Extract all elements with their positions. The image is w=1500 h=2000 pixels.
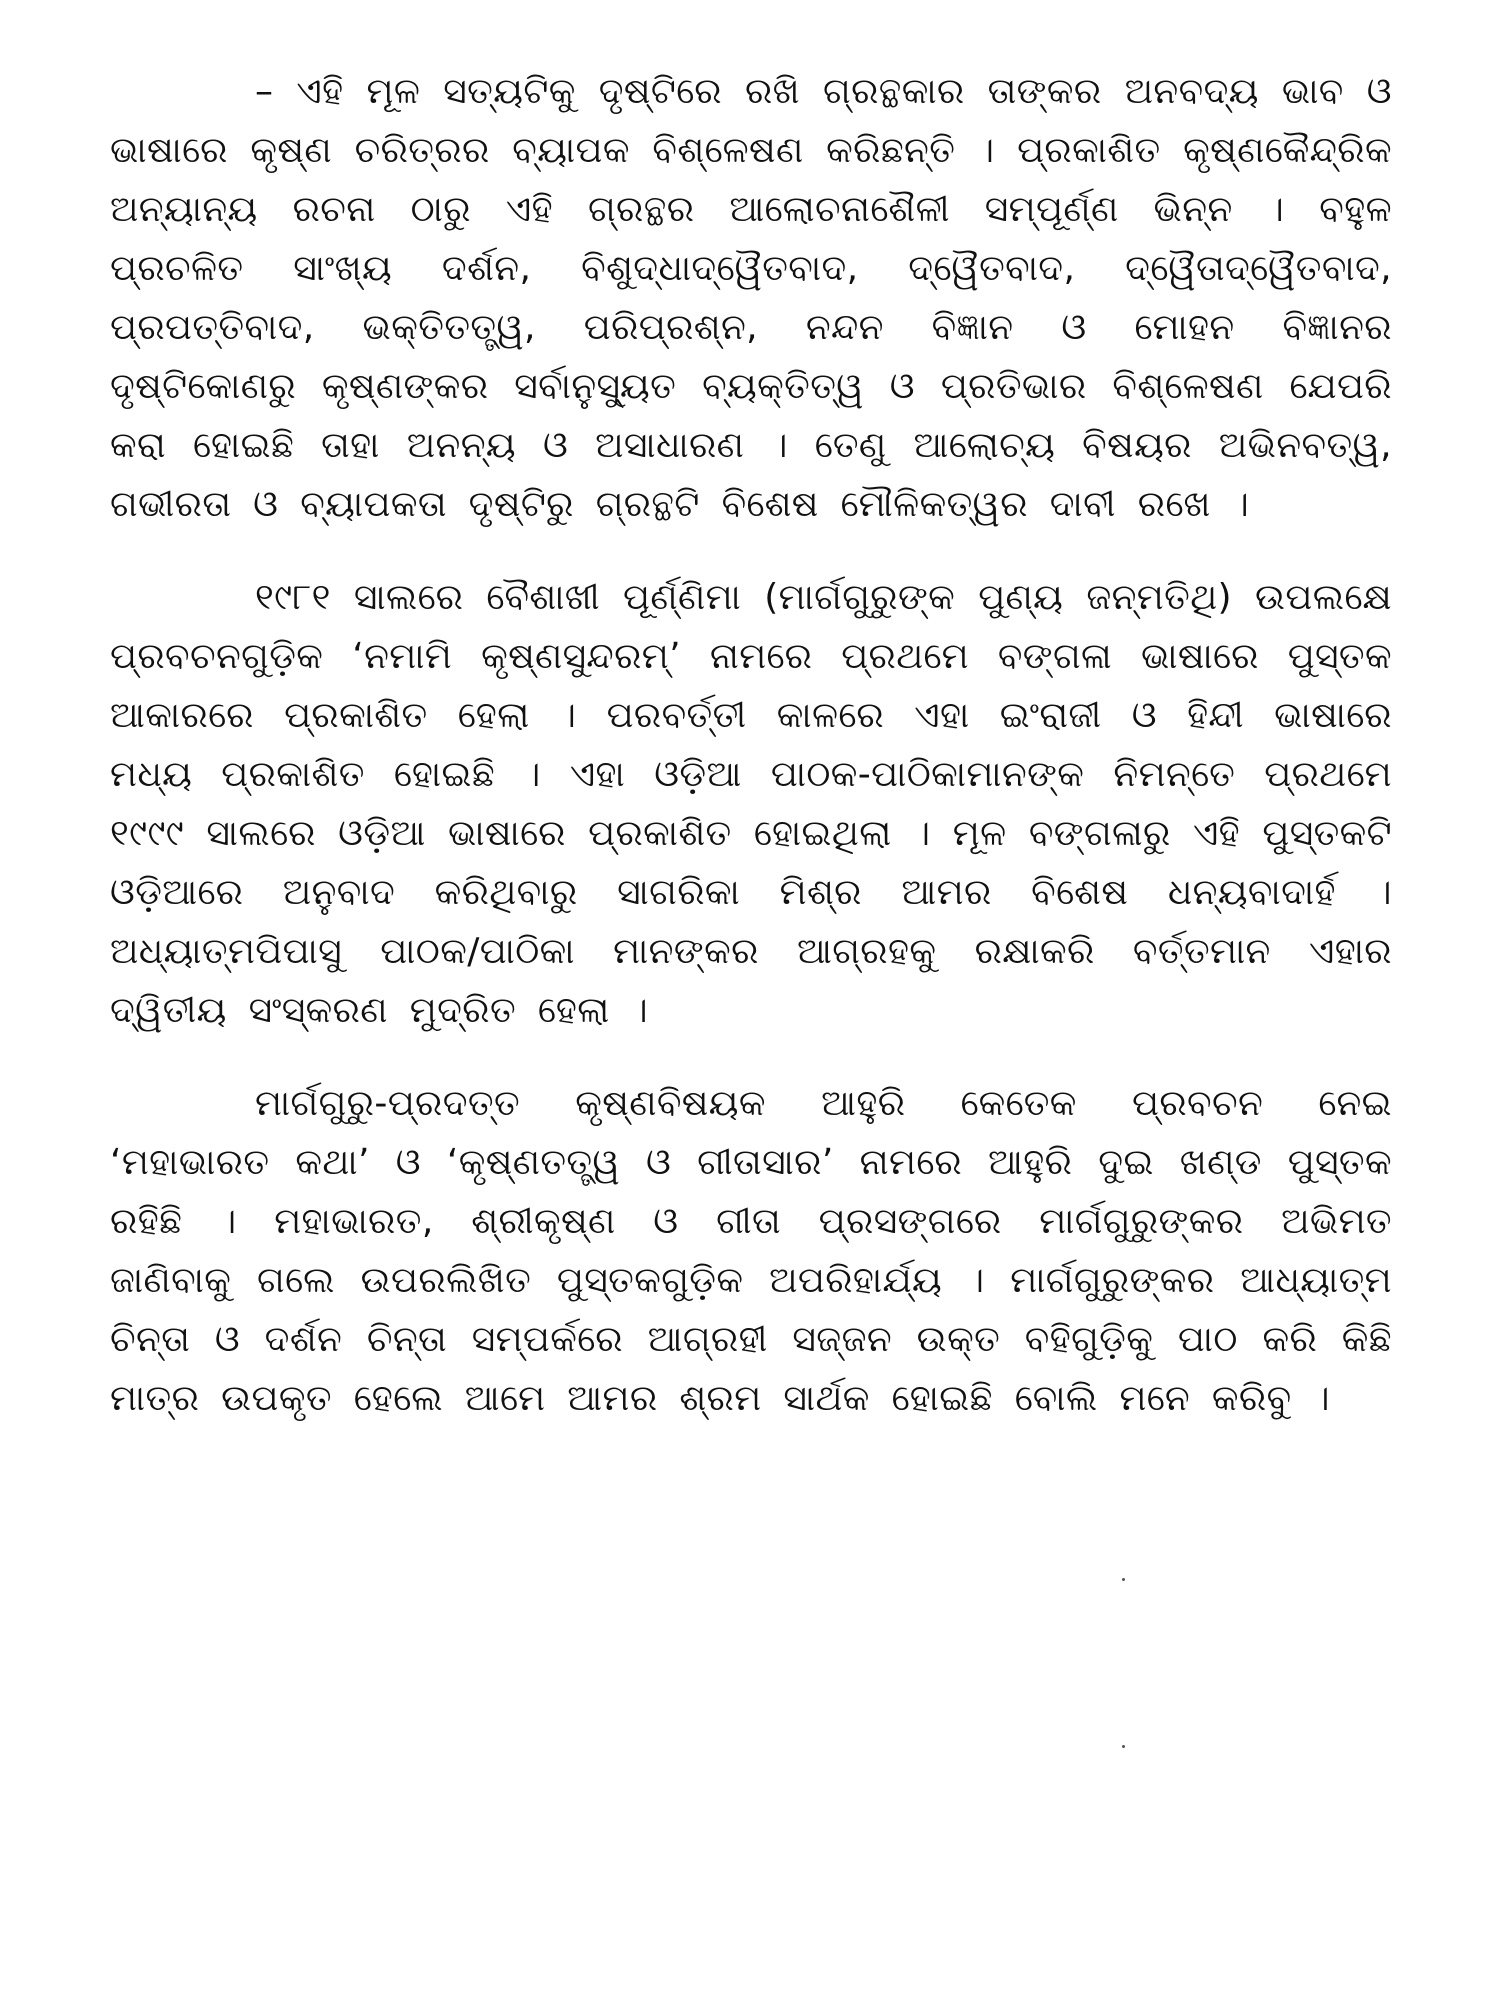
scan-speck: [1122, 1578, 1125, 1581]
paragraph-3: ମାର୍ଗଗୁରୁ-ପ୍ରଦତ୍ତ କୃଷ୍ଣବିଷୟକ ଆହୁରି କେତେକ ପ୍ରବଚନ ନେଇ ‘ମହାଭାରତ କଥା’ ଓ ‘କୃଷ୍ଣତତ୍ତ୍ୱ ଓ ଗୀତାସାର’ ନାମରେ ଆହୁରି ଦୁଇ ଖଣ୍ଡ ପୁସ୍ତକ ରହିଛି । ମହାଭାରତ, ଶ୍ରୀକୃଷ୍ଣ ଓ ଗୀତା ପ୍ରସଙ୍ଗରେ ମାର୍ଗଗୁରୁଙ୍କର ଅଭିମତ ଜାଣିବାକୁ ଗଲେ ଉପରଲିଖିତ ପୁସ୍ତକଗୁଡ଼ିକ ଅପରିହାର୍ଯ୍ୟ । ମାର୍ଗଗୁରୁଙ୍କର ଆଧ୍ୟାତ୍ମ ଚିନ୍ତା ଓ ଦର୍ଶନ ଚିନ୍ତା ସମ୍ପର୍କରେ ଆଗ୍ରହୀ ସଜ୍ଜନ ଉକ୍ତ ବହିଗୁଡ଼ିକୁ ପାଠ କରି କିଛି ମାତ୍ର ଉପକୃତ ହେଲେ ଆମେ ଆମର ଶ୍ରମ ସାର୍ଥକ ହୋଇଛି ବୋଲି ମନେ କରିବୁ ।: [110, 1083, 1392, 1419]
paragraph-1: – ଏହି ମୂଳ ସତ୍ୟଟିକୁ ଦୃଷ୍ଟିରେ ରଖି ଗ୍ରନ୍ଥକାର ତାଙ୍କର ଅନବଦ୍ୟ ଭାବ ଓ ଭାଷାରେ କୃଷ୍ଣ ଚରିତ୍ରର ବ୍ୟାପକ ବିଶ୍ଳେଷଣ କରିଛନ୍ତି । ପ୍ରକାଶିତ କୃଷ୍ଣକୈନ୍ଦ୍ରିକ ଅନ୍ୟାନ୍ୟ ରଚନା ଠାରୁ ଏହି ଗ୍ରନ୍ଥର ଆଲୋଚନାଶୈଳୀ ସମ୍ପୂର୍ଣ୍ଣ ଭିନ୍ନ । ବହୁଳ ପ୍ରଚଳିତ ସାଂଖ୍ୟ ଦର୍ଶନ, ବିଶୁଦ୍ଧାଦ୍ୱୈତବାଦ, ଦ୍ୱୈତବାଦ, ଦ୍ୱୈତାଦ୍ୱୈତବାଦ, ପ୍ରପତ୍ତିବାଦ, ଭକ୍ତିତତ୍ତ୍ୱ, ପରିପ୍ରଶ୍ନ, ନନ୍ଦନ ବିଜ୍ଞାନ ଓ ମୋହନ ବିଜ୍ଞାନର ଦୃଷ୍ଟିକୋଣରୁ କୃଷ୍ଣଙ୍କର ସର୍ବାନୁସ୍ୟୁତ ବ୍ୟକ୍ତିତ୍ୱ ଓ ପ୍ରତିଭାର ବିଶ୍ଳେଷଣ ଯେପରି କରା ହୋଇଛି ତାହା ଅନନ୍ୟ ଓ ଅସାଧାରଣ । ତେଣୁ ଆଲୋଚ୍ୟ ବିଷୟର ଅଭିନବତ୍ୱ, ଗଭୀରତା ଓ ବ୍ୟାପକତା ଦୃଷ୍ଟିରୁ ଗ୍ରନ୍ଥଟି ବିଶେଷ ମୌଳିକତ୍ୱର ଦାବୀ ରଖେ ।: [110, 71, 1392, 525]
paragraph-2: ୧୯୮୧ ସାଲରେ ବୈଶାଖୀ ପୂର୍ଣ୍ଣିମା (ମାର୍ଗଗୁରୁଙ୍କ ପୁଣ୍ୟ ଜନ୍ମତିଥି) ଉପଲକ୍ଷେ ପ୍ରବଚନଗୁଡ଼ିକ ‘ନମାମି କୃଷ୍ଣସୁନ୍ଦରମ୍’ ନାମରେ ପ୍ରଥମେ ବଙ୍ଗଳା ଭାଷାରେ ପୁସ୍ତକ ଆକାରରେ ପ୍ରକାଶିତ ହେଲା । ପରବର୍ତ୍ତୀ କାଳରେ ଏହା ଇଂରାଜୀ ଓ ହିନ୍ଦୀ ଭାଷାରେ ମଧ୍ୟ ପ୍ରକାଶିତ ହୋଇଛି । ଏହା ଓଡ଼ିଆ ପାଠକ-ପାଠିକାମାନଙ୍କ ନିମନ୍ତେ ପ୍ରଥମେ ୧୯୯୯ ସାଲରେ ଓଡ଼ିଆ ଭାଷାରେ ପ୍ରକାଶିତ ହୋଇଥିଲା । ମୂଳ ବଙ୍ଗଳାରୁ ଏହି ପୁସ୍ତକଟି ଓଡ଼ିଆରେ ଅନୁବାଦ କରିଥିବାରୁ ସାଗରିକା ମିଶ୍ର ଆମର ବିଶେଷ ଧନ୍ୟବାଦାର୍ହ । ଅଧ୍ୟାତ୍ମପିପାସୁ ପାଠକ/ପାଠିକା ମାନଙ୍କର ଆଗ୍ରହକୁ ରକ୍ଷାକରି ବର୍ତ୍ତମାନ ଏହାର ଦ୍ୱିତୀୟ ସଂସ୍କରଣ ମୁଦ୍ରିତ ହେଲା ।: [110, 577, 1392, 1031]
scan-speck: [1122, 1745, 1125, 1748]
body-text: [110, 62, 1392, 1428]
